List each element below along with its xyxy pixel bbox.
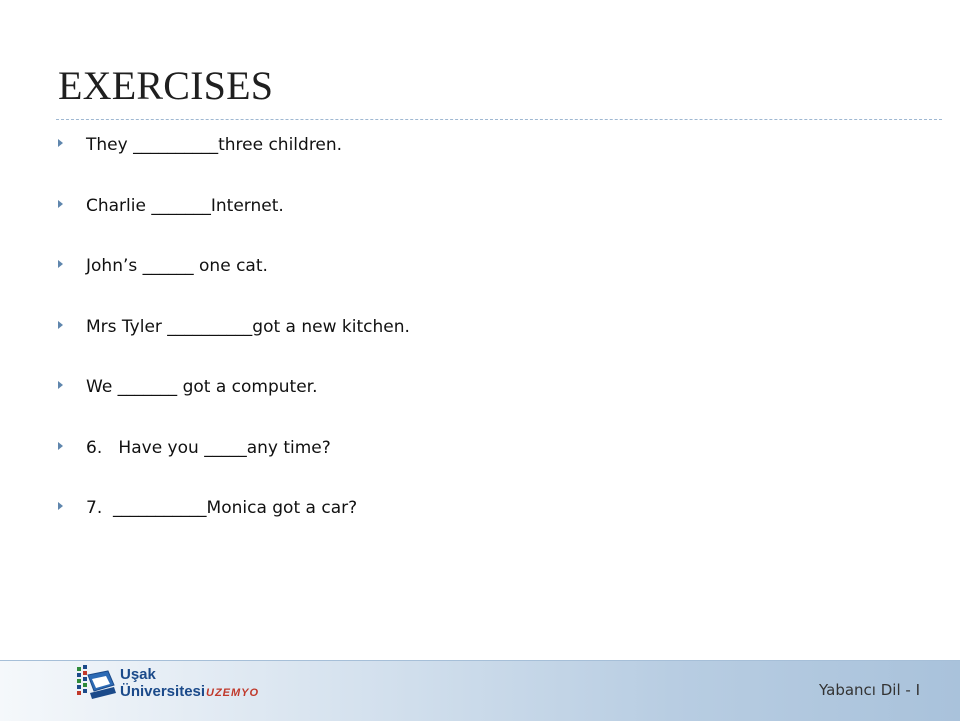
exercise-item — [58, 436, 410, 497]
exercise-text: They __________three children. — [86, 135, 343, 155]
exercise-text: We _______ got a computer. — [86, 377, 318, 397]
exercise-item — [58, 315, 410, 376]
logo-emblem-icon — [74, 663, 118, 717]
university-logo — [74, 663, 314, 719]
exercise-item — [58, 194, 410, 255]
logo-line-2: Üniversitesi — [120, 683, 206, 700]
title-divider — [56, 119, 942, 120]
triangle-bullet-icon — [58, 200, 63, 208]
exercise-text: John’s ______ one cat. — [86, 256, 268, 276]
triangle-bullet-icon — [58, 139, 63, 147]
exercise-item — [58, 254, 410, 315]
exercise-text: Mrs Tyler __________got a new kitchen. — [86, 316, 410, 337]
logo-line-1: Uşak — [120, 666, 156, 683]
course-name: Yabancı Dil - I — [819, 681, 920, 699]
exercise-item — [58, 375, 410, 436]
triangle-bullet-icon — [58, 321, 63, 329]
footer-bar — [0, 660, 960, 721]
exercise-text: Charlie _______Internet. — [86, 195, 284, 216]
logo-line-3: UZEMYO — [206, 687, 260, 699]
triangle-bullet-icon — [58, 381, 63, 389]
exercise-item — [58, 133, 410, 194]
exercise-list — [58, 133, 410, 557]
exercise-text: 7. ___________Monica got a car? — [86, 498, 358, 518]
exercise-item — [58, 496, 410, 557]
triangle-bullet-icon — [58, 442, 63, 450]
triangle-bullet-icon — [58, 502, 63, 510]
slide-title: EXERCISES — [58, 63, 274, 108]
exercise-text: 6. Have you _____any time? — [86, 437, 331, 458]
triangle-bullet-icon — [58, 260, 63, 268]
